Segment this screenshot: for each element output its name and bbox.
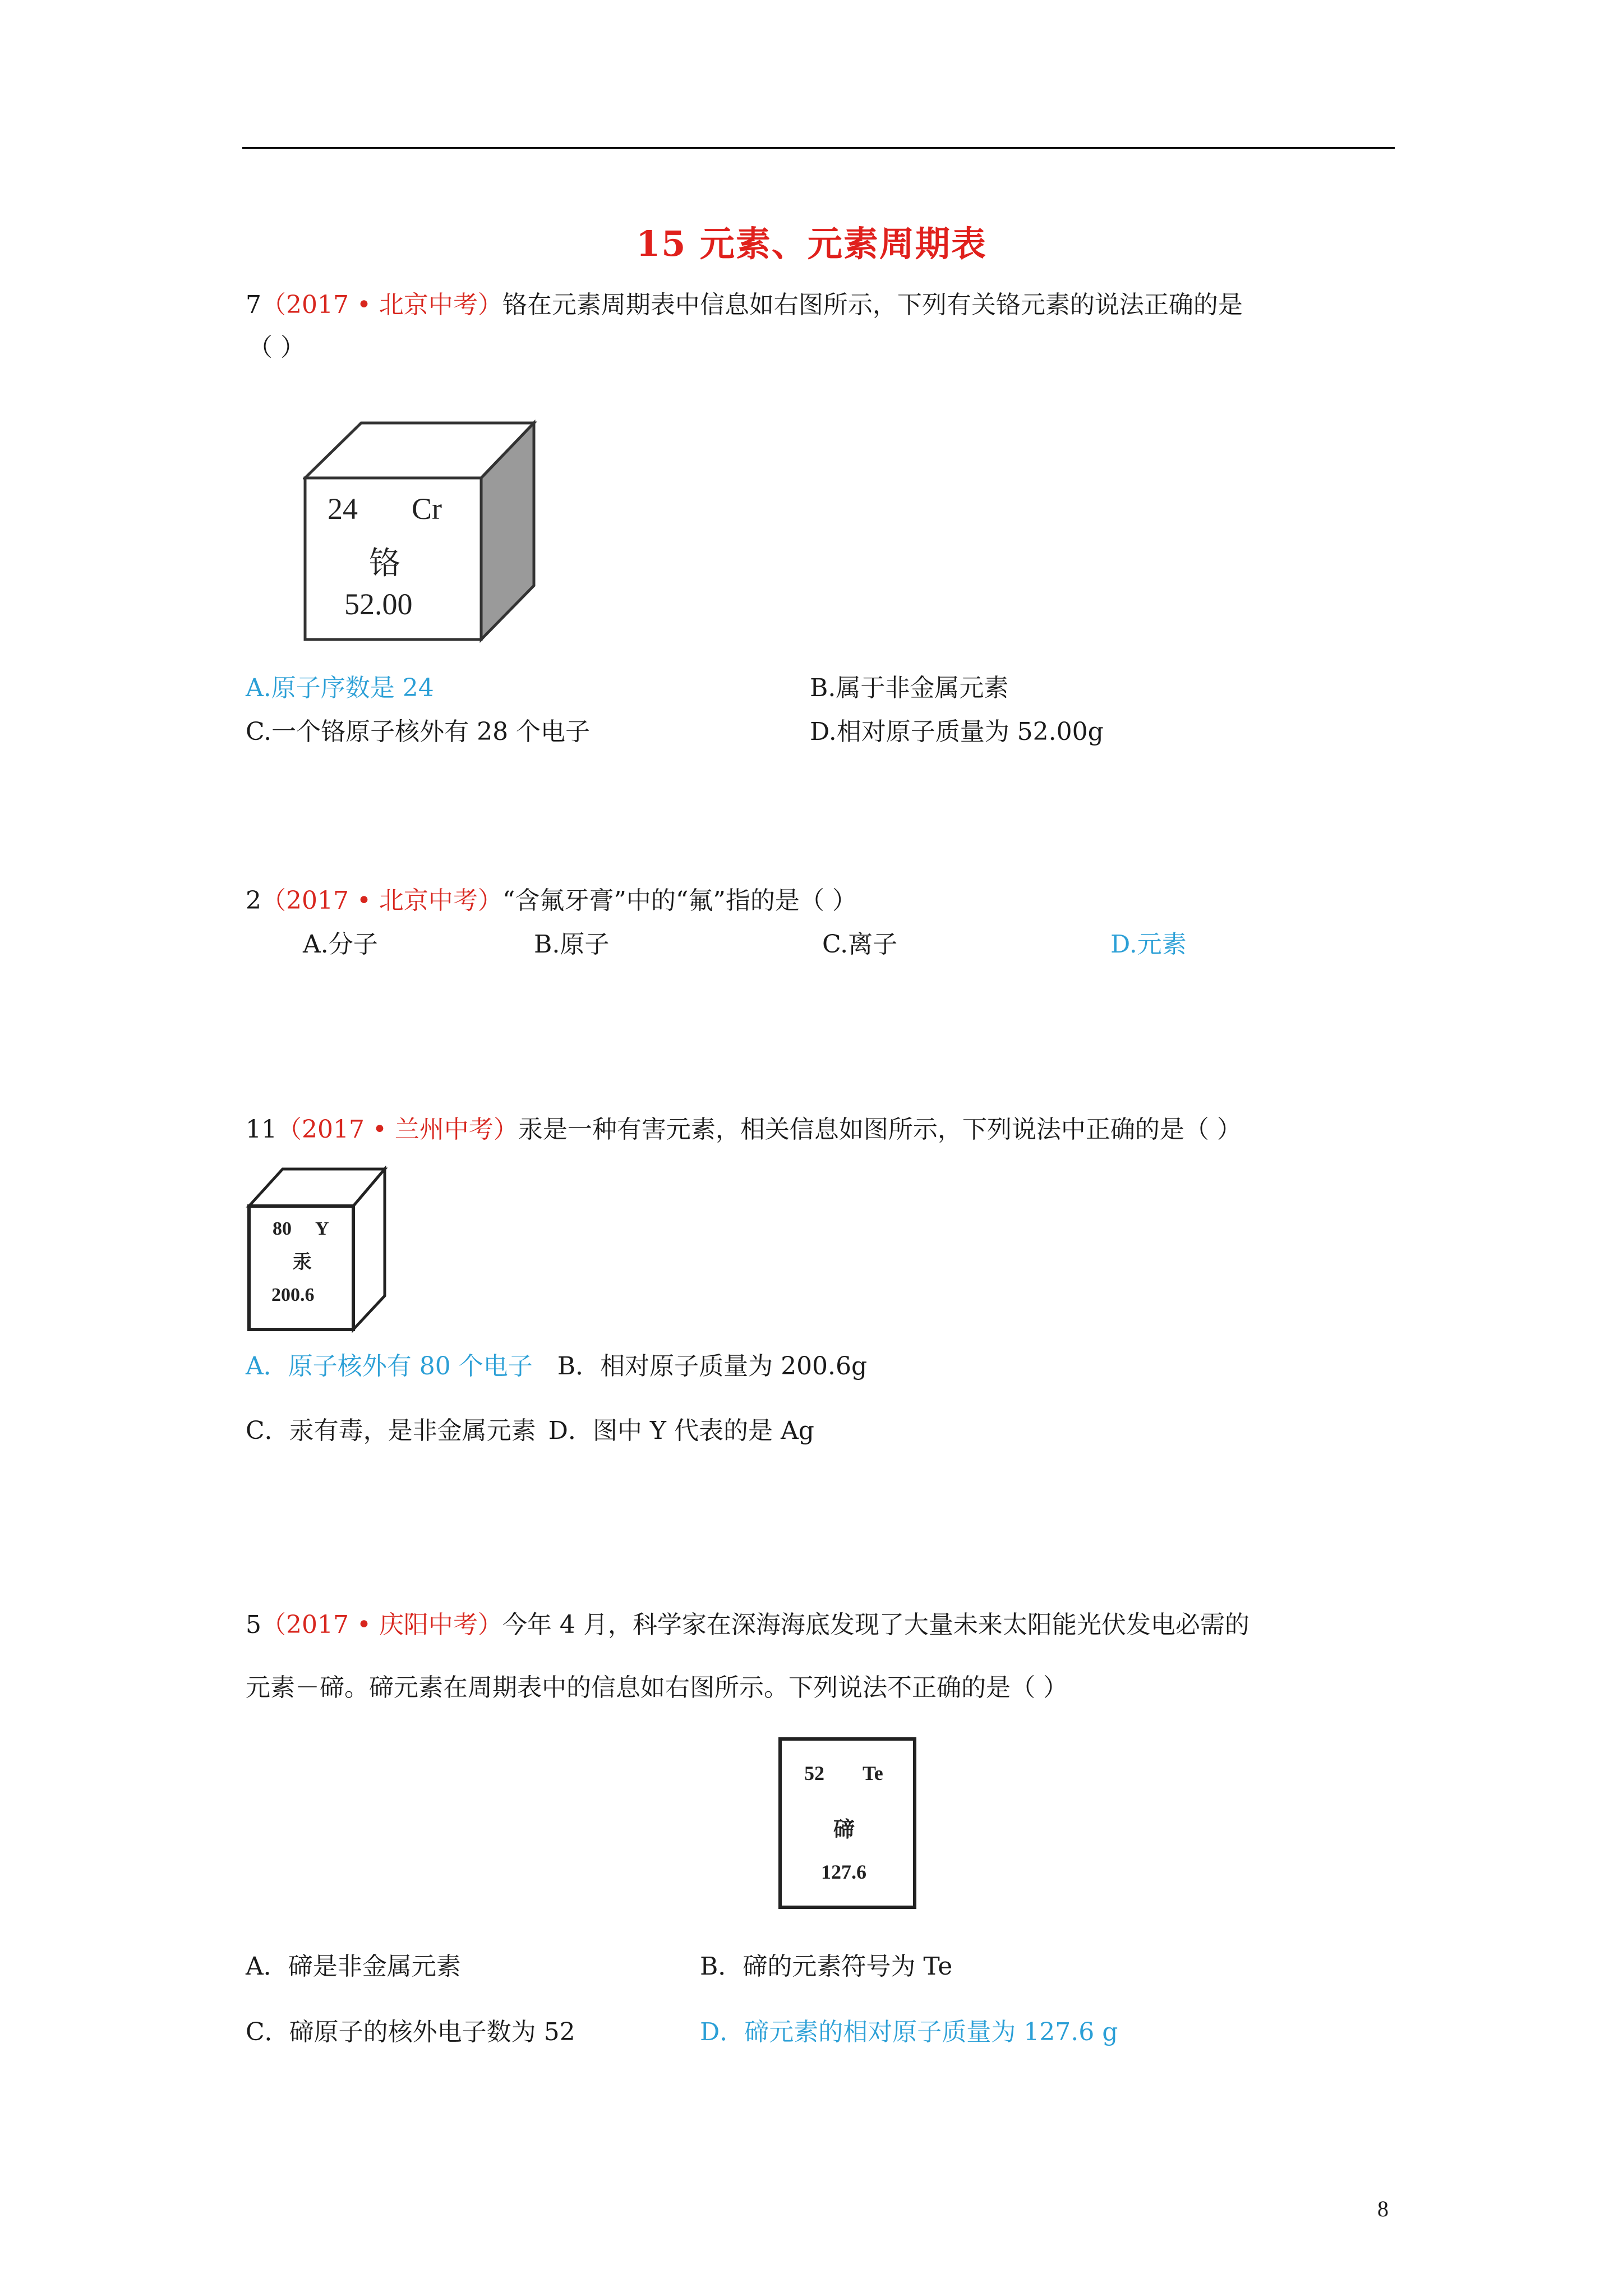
q4-text-1: 今年 4 月，科学家在深海海底发现了大量未来太阳能光伏发电必需的 [502, 1611, 1249, 1639]
q3-source: （2017 • 兰州中考） [277, 1115, 518, 1144]
q2-text: “含氟牙膏”中的“氟”指的是（ ） [502, 886, 857, 915]
q3-number: 11 [246, 1115, 277, 1144]
q3-atomic-mass: 200.6 [271, 1285, 315, 1305]
q4-number: 5 [246, 1611, 261, 1639]
q4-stem-line-1 [246, 1613, 1249, 1637]
q4-atomic-number: 52 [804, 1762, 824, 1784]
q1-element-cube-figure [303, 420, 538, 643]
q3-option-d[interactable]: D．图中 Y 代表的是 Ag [548, 1416, 814, 1445]
q3-options-row-1 [246, 1354, 867, 1379]
q4-element-symbol: Te [863, 1762, 883, 1784]
q4-option-a[interactable]: A．碲是非金属元素 [246, 1952, 461, 1981]
q2-option-a[interactable]: A.分子 [303, 930, 378, 959]
q3-stem [246, 1117, 1242, 1142]
q1-answer-bracket: （ ） [248, 333, 305, 362]
header-rule [242, 147, 1395, 149]
q3-element-symbol: Y [315, 1218, 329, 1239]
q1-source: （2017 • 北京中考） [261, 291, 502, 319]
q3-atomic-number: 80 [273, 1218, 292, 1239]
q1-option-c[interactable]: C.一个铬原子核外有 28 个电子 [246, 717, 591, 746]
q1-option-a[interactable]: A.原子序数是 24 [246, 674, 434, 702]
q1-text: 铬在元素周期表中信息如右图所示，下列有关铬元素的说法正确的是 [502, 291, 1243, 319]
q4-option-d[interactable]: D．碲元素的相对原子质量为 127.6 g [700, 2018, 1118, 2046]
q3-option-b[interactable]: B．相对原子质量为 200.6g [557, 1352, 868, 1381]
q4-atomic-mass: 127.6 [821, 1861, 866, 1883]
q1-number: 7 [246, 291, 261, 319]
q2-option-b[interactable]: B.原子 [534, 930, 610, 959]
q3-text: 汞是一种有害元素，相关信息如图所示，下列说法中正确的是（ ） [518, 1115, 1242, 1144]
page-number: 8 [1377, 2196, 1389, 2221]
q1-option-d[interactable]: D.相对原子质量为 52.00g [810, 717, 1104, 746]
q4-source: （2017 • 庆阳中考） [261, 1611, 502, 1639]
q3-element-cube-figure [246, 1166, 389, 1334]
q4-option-c[interactable]: C．碲原子的核外电子数为 52 [246, 2018, 575, 2046]
q2-option-d[interactable]: D.元素 [1110, 930, 1187, 959]
q1-option-b[interactable]: B.属于非金属元素 [810, 674, 1009, 702]
q4-stem-line-2: 元素－碲。碲元素在周期表中的信息如右图所示。下列说法不正确的是（ ） [246, 1673, 1068, 1702]
q2-number: 2 [246, 886, 261, 915]
q3-option-a[interactable]: A．原子核外有 80 个电子 [246, 1352, 533, 1381]
q1-atomic-number: 24 [328, 492, 358, 526]
q1-stem [246, 293, 1243, 318]
q3-element-name: 汞 [293, 1252, 312, 1273]
q1-atomic-mass: 52.00 [344, 587, 413, 621]
q2-option-c[interactable]: C.离子 [822, 930, 898, 959]
page-title: 15 元素、元素周期表 [636, 223, 987, 264]
q4-option-b[interactable]: B．碲的元素符号为 Te [700, 1952, 953, 1981]
q2-stem [246, 886, 857, 915]
q3-option-c[interactable]: C．汞有毒，是非金属元素 [246, 1416, 536, 1445]
q1-element-symbol: Cr [412, 492, 442, 526]
q2-source: （2017 • 北京中考） [261, 886, 502, 915]
q3-options-row-2 [246, 1416, 814, 1445]
q4-element-name: 碲 [833, 1818, 855, 1842]
q1-element-name: 铬 [369, 546, 400, 581]
